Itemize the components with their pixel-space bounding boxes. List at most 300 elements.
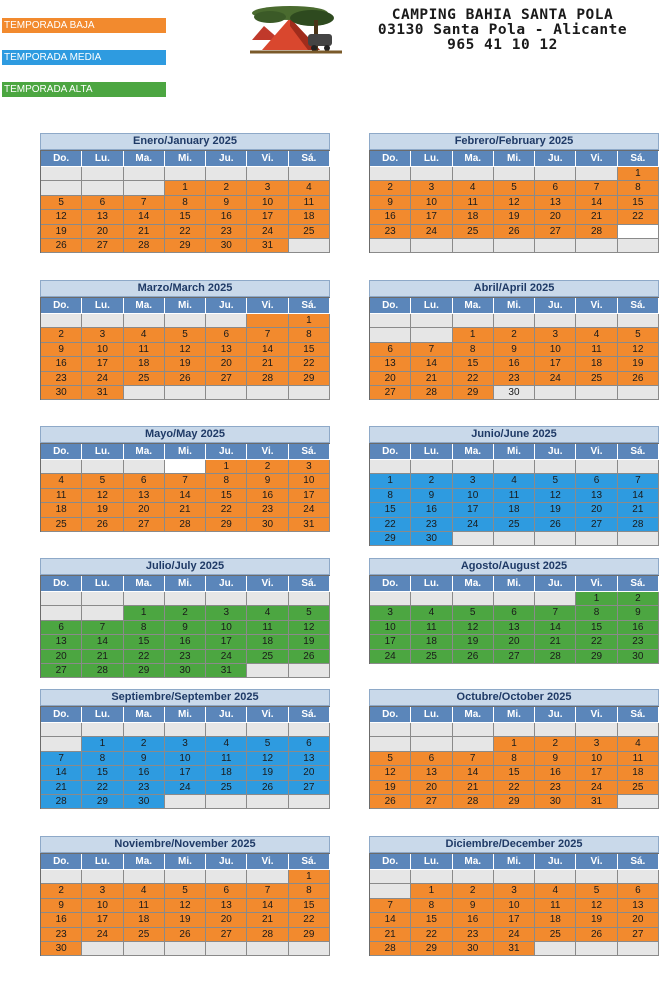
- day-cell: 26: [41, 239, 82, 253]
- day-cell: 2: [453, 884, 494, 898]
- day-cell: 22: [82, 781, 123, 795]
- day-cell: 24: [247, 225, 288, 239]
- day-cell: 22: [576, 635, 617, 649]
- day-cell: 11: [247, 621, 288, 635]
- day-cell: 13: [618, 899, 659, 913]
- day-cell: [618, 239, 659, 253]
- day-cell: [206, 314, 247, 328]
- day-cell: 4: [618, 737, 659, 751]
- day-cell: [618, 460, 659, 474]
- month-calendar: [40, 426, 330, 532]
- day-cell: 20: [535, 210, 576, 224]
- day-cell: [370, 167, 411, 181]
- day-cell: 7: [247, 328, 288, 342]
- day-cell: [82, 167, 123, 181]
- weekday-header: Ma.: [124, 576, 165, 592]
- day-cell: [535, 942, 576, 956]
- day-cell: 20: [289, 766, 330, 780]
- day-cell: 29: [370, 532, 411, 546]
- day-cell: 15: [411, 913, 452, 927]
- day-cell: 19: [618, 357, 659, 371]
- day-cell: [411, 737, 452, 751]
- day-cell: [535, 532, 576, 546]
- month-calendar: [40, 689, 330, 809]
- day-cell: 31: [289, 518, 330, 532]
- day-cell: [535, 870, 576, 884]
- day-cell: 17: [370, 635, 411, 649]
- day-cell: 23: [41, 928, 82, 942]
- day-cell: 5: [618, 328, 659, 342]
- weekday-header: Ma.: [124, 854, 165, 870]
- weekday-header: Ju.: [206, 298, 247, 314]
- weekday-header: Ju.: [535, 576, 576, 592]
- day-cell: [370, 592, 411, 606]
- weekday-header: Vi.: [576, 854, 617, 870]
- weekday-header: Do.: [370, 707, 411, 723]
- day-cell: 23: [535, 781, 576, 795]
- month-grid: [369, 575, 659, 664]
- day-cell: 10: [165, 752, 206, 766]
- month-calendar: [369, 426, 659, 546]
- day-cell: 16: [165, 635, 206, 649]
- day-cell: 2: [535, 737, 576, 751]
- day-cell: 13: [370, 357, 411, 371]
- day-cell: 23: [165, 650, 206, 664]
- weekday-header: Vi.: [576, 707, 617, 723]
- month-title: Febrero/February 2025: [369, 133, 659, 150]
- day-cell: 22: [453, 372, 494, 386]
- day-cell: 25: [206, 781, 247, 795]
- day-cell: 20: [576, 503, 617, 517]
- day-cell: 18: [206, 766, 247, 780]
- day-cell: 29: [576, 650, 617, 664]
- day-cell: 4: [289, 181, 330, 195]
- day-cell: [124, 870, 165, 884]
- day-cell: 7: [370, 899, 411, 913]
- day-cell: 9: [535, 752, 576, 766]
- day-cell: 12: [535, 489, 576, 503]
- day-cell: 30: [618, 650, 659, 664]
- weekday-header: Lu.: [82, 151, 123, 167]
- day-cell: 4: [535, 884, 576, 898]
- day-cell: [206, 167, 247, 181]
- day-cell: 1: [124, 606, 165, 620]
- day-cell: 23: [453, 928, 494, 942]
- day-cell: 25: [247, 650, 288, 664]
- day-cell: [494, 723, 535, 737]
- day-cell: 27: [576, 518, 617, 532]
- day-cell: [41, 181, 82, 195]
- day-cell: [289, 386, 330, 400]
- day-cell: 19: [453, 635, 494, 649]
- day-cell: [165, 870, 206, 884]
- day-cell: 9: [370, 196, 411, 210]
- camping-header: [250, 4, 660, 54]
- day-cell: 19: [165, 913, 206, 927]
- weekday-header: Ju.: [206, 151, 247, 167]
- day-cell: 8: [206, 474, 247, 488]
- day-cell: 1: [411, 884, 452, 898]
- weekday-header: Do.: [41, 151, 82, 167]
- day-cell: 13: [124, 489, 165, 503]
- day-cell: 6: [206, 884, 247, 898]
- day-cell: 16: [124, 766, 165, 780]
- day-cell: [411, 239, 452, 253]
- weekday-header: Mi.: [494, 707, 535, 723]
- day-cell: 2: [124, 737, 165, 751]
- day-cell: [576, 167, 617, 181]
- day-cell: 14: [247, 899, 288, 913]
- day-cell: 9: [453, 899, 494, 913]
- day-cell: 5: [247, 737, 288, 751]
- day-cell: 28: [411, 386, 452, 400]
- day-cell: 26: [165, 928, 206, 942]
- day-cell: 16: [247, 489, 288, 503]
- day-cell: 12: [289, 621, 330, 635]
- month-title: Mayo/May 2025: [40, 426, 330, 443]
- month-grid: [369, 150, 659, 253]
- day-cell: 5: [453, 606, 494, 620]
- day-cell: 14: [247, 343, 288, 357]
- day-cell: 8: [453, 343, 494, 357]
- day-cell: 6: [206, 328, 247, 342]
- month-title: Enero/January 2025: [40, 133, 330, 150]
- day-cell: 25: [453, 225, 494, 239]
- day-cell: [494, 592, 535, 606]
- day-cell: 2: [494, 328, 535, 342]
- day-cell: 19: [41, 225, 82, 239]
- day-cell: [618, 386, 659, 400]
- day-cell: 14: [618, 489, 659, 503]
- day-cell: 6: [82, 196, 123, 210]
- day-cell: [289, 664, 330, 678]
- day-cell: [206, 795, 247, 809]
- day-cell: 1: [494, 737, 535, 751]
- day-cell: 17: [411, 210, 452, 224]
- day-cell: 6: [618, 884, 659, 898]
- day-cell: 17: [535, 357, 576, 371]
- day-cell: 13: [41, 635, 82, 649]
- month-title: Septiembre/September 2025: [40, 689, 330, 706]
- day-cell: [535, 314, 576, 328]
- day-cell: 21: [576, 210, 617, 224]
- day-cell: 8: [370, 489, 411, 503]
- day-cell: 18: [124, 357, 165, 371]
- day-cell: 27: [82, 239, 123, 253]
- day-cell: 12: [576, 899, 617, 913]
- weekday-header: Sá.: [289, 444, 330, 460]
- day-cell: 3: [576, 737, 617, 751]
- day-cell: [576, 870, 617, 884]
- day-cell: 7: [453, 752, 494, 766]
- month-grid: [40, 443, 330, 532]
- month-title: Julio/July 2025: [40, 558, 330, 575]
- day-cell: 5: [494, 181, 535, 195]
- day-cell: 12: [370, 766, 411, 780]
- day-cell: [82, 181, 123, 195]
- day-cell: 6: [41, 621, 82, 635]
- day-cell: [411, 328, 452, 342]
- day-cell: [124, 386, 165, 400]
- day-cell: 4: [453, 181, 494, 195]
- day-cell: 25: [494, 518, 535, 532]
- day-cell: 8: [82, 752, 123, 766]
- day-cell: [41, 460, 82, 474]
- day-cell: 28: [247, 372, 288, 386]
- weekday-header: Ju.: [206, 854, 247, 870]
- weekday-header: Lu.: [82, 298, 123, 314]
- day-cell: 1: [165, 181, 206, 195]
- weekday-header: Do.: [370, 854, 411, 870]
- day-cell: 2: [618, 592, 659, 606]
- day-cell: 31: [206, 664, 247, 678]
- weekday-header: Mi.: [494, 151, 535, 167]
- day-cell: 30: [206, 239, 247, 253]
- day-cell: [494, 314, 535, 328]
- day-cell: [124, 460, 165, 474]
- weekday-header: Sá.: [618, 854, 659, 870]
- day-cell: 27: [370, 386, 411, 400]
- day-cell: 30: [494, 386, 535, 400]
- day-cell: 14: [576, 196, 617, 210]
- month-grid: [40, 297, 330, 400]
- day-cell: 26: [165, 372, 206, 386]
- day-cell: 2: [41, 328, 82, 342]
- day-cell: 16: [370, 210, 411, 224]
- day-cell: [247, 723, 288, 737]
- weekday-header: Vi.: [247, 444, 288, 460]
- month-title: Marzo/March 2025: [40, 280, 330, 297]
- day-cell: 3: [165, 737, 206, 751]
- day-cell: 14: [41, 766, 82, 780]
- weekday-header: Ju.: [206, 707, 247, 723]
- day-cell: [247, 795, 288, 809]
- day-cell: 13: [289, 752, 330, 766]
- weekday-header: Ju.: [535, 298, 576, 314]
- month-grid: [369, 853, 659, 956]
- day-cell: 16: [618, 621, 659, 635]
- weekday-header: Do.: [41, 444, 82, 460]
- day-cell: [453, 592, 494, 606]
- weekday-header: Lu.: [82, 444, 123, 460]
- day-cell: 3: [82, 328, 123, 342]
- weekday-header: Vi.: [247, 707, 288, 723]
- day-cell: 6: [576, 474, 617, 488]
- day-cell: 9: [41, 343, 82, 357]
- day-cell: 3: [494, 884, 535, 898]
- day-cell: [82, 460, 123, 474]
- day-cell: [124, 592, 165, 606]
- day-cell: 1: [453, 328, 494, 342]
- day-cell: 15: [206, 489, 247, 503]
- day-cell: [453, 314, 494, 328]
- day-cell: 16: [411, 503, 452, 517]
- day-cell: 21: [411, 372, 452, 386]
- weekday-header: Ma.: [453, 854, 494, 870]
- day-cell: 4: [41, 474, 82, 488]
- weekday-header: Ju.: [206, 444, 247, 460]
- day-cell: [576, 460, 617, 474]
- day-cell: [41, 723, 82, 737]
- day-cell: 3: [82, 884, 123, 898]
- day-cell: 23: [494, 372, 535, 386]
- weekday-header: Do.: [370, 444, 411, 460]
- day-cell: 25: [618, 781, 659, 795]
- day-cell: 20: [370, 372, 411, 386]
- day-cell: 15: [453, 357, 494, 371]
- month-calendar: [369, 689, 659, 809]
- day-cell: [206, 723, 247, 737]
- day-cell: 28: [453, 795, 494, 809]
- day-cell: 20: [82, 225, 123, 239]
- day-cell: 30: [41, 942, 82, 956]
- day-cell: 24: [82, 928, 123, 942]
- day-cell: 20: [206, 357, 247, 371]
- day-cell: 16: [535, 766, 576, 780]
- day-cell: 14: [411, 357, 452, 371]
- weekday-header: Mi.: [165, 576, 206, 592]
- weekday-header: Sá.: [289, 151, 330, 167]
- day-cell: 2: [165, 606, 206, 620]
- day-cell: [289, 795, 330, 809]
- day-cell: 7: [618, 474, 659, 488]
- day-cell: 24: [411, 225, 452, 239]
- day-cell: 29: [289, 928, 330, 942]
- day-cell: 26: [576, 928, 617, 942]
- weekday-header: Ju.: [535, 151, 576, 167]
- day-cell: [289, 723, 330, 737]
- day-cell: 20: [618, 913, 659, 927]
- day-cell: 15: [618, 196, 659, 210]
- day-cell: 8: [618, 181, 659, 195]
- day-cell: [535, 239, 576, 253]
- day-cell: 7: [41, 752, 82, 766]
- day-cell: [247, 592, 288, 606]
- weekday-header: Lu.: [82, 854, 123, 870]
- day-cell: [618, 870, 659, 884]
- day-cell: 7: [124, 196, 165, 210]
- day-cell: [165, 942, 206, 956]
- day-cell: [453, 737, 494, 751]
- day-cell: 2: [247, 460, 288, 474]
- day-cell: 27: [206, 928, 247, 942]
- day-cell: [41, 592, 82, 606]
- day-cell: 8: [124, 621, 165, 635]
- day-cell: 14: [453, 766, 494, 780]
- day-cell: 17: [453, 503, 494, 517]
- weekday-header: Sá.: [289, 707, 330, 723]
- day-cell: 9: [41, 899, 82, 913]
- weekday-header: Vi.: [247, 576, 288, 592]
- day-cell: 26: [618, 372, 659, 386]
- camping-address: 03130 Santa Pola - Alicante: [377, 22, 628, 38]
- day-cell: [576, 723, 617, 737]
- day-cell: 13: [535, 196, 576, 210]
- weekday-header: Vi.: [247, 298, 288, 314]
- weekday-header: Lu.: [411, 298, 452, 314]
- weekday-header: Vi.: [576, 151, 617, 167]
- day-cell: 24: [165, 781, 206, 795]
- month-grid: [369, 297, 659, 400]
- day-cell: 3: [370, 606, 411, 620]
- weekday-header: Mi.: [165, 444, 206, 460]
- month-calendar: [40, 133, 330, 253]
- day-cell: 5: [370, 752, 411, 766]
- day-cell: 22: [618, 210, 659, 224]
- day-cell: 21: [370, 928, 411, 942]
- day-cell: 21: [535, 635, 576, 649]
- month-calendar: [369, 558, 659, 664]
- day-cell: 5: [41, 196, 82, 210]
- weekday-header: Ju.: [535, 854, 576, 870]
- month-grid: [40, 575, 330, 678]
- day-cell: 29: [453, 386, 494, 400]
- day-cell: 4: [494, 474, 535, 488]
- day-cell: 18: [41, 503, 82, 517]
- weekday-header: Ju.: [535, 707, 576, 723]
- day-cell: 7: [165, 474, 206, 488]
- day-cell: 10: [289, 474, 330, 488]
- day-cell: 13: [494, 621, 535, 635]
- day-cell: 23: [247, 503, 288, 517]
- weekday-header: Do.: [41, 707, 82, 723]
- weekday-header: Ma.: [453, 707, 494, 723]
- day-cell: 4: [411, 606, 452, 620]
- day-cell: 27: [124, 518, 165, 532]
- weekday-header: Ma.: [124, 151, 165, 167]
- day-cell: [453, 239, 494, 253]
- day-cell: [411, 460, 452, 474]
- day-cell: [247, 664, 288, 678]
- month-grid: [40, 853, 330, 956]
- day-cell: [82, 314, 123, 328]
- day-cell: 27: [535, 225, 576, 239]
- day-cell: 15: [82, 766, 123, 780]
- day-cell: [618, 532, 659, 546]
- day-cell: [535, 167, 576, 181]
- day-cell: 3: [247, 181, 288, 195]
- day-cell: 13: [82, 210, 123, 224]
- day-cell: 20: [411, 781, 452, 795]
- day-cell: 18: [289, 210, 330, 224]
- day-cell: [124, 942, 165, 956]
- day-cell: 25: [576, 372, 617, 386]
- day-cell: 9: [411, 489, 452, 503]
- day-cell: 15: [165, 210, 206, 224]
- day-cell: 2: [41, 884, 82, 898]
- weekday-header: Do.: [41, 576, 82, 592]
- day-cell: [618, 314, 659, 328]
- day-cell: [165, 723, 206, 737]
- day-cell: 23: [206, 225, 247, 239]
- day-cell: 29: [206, 518, 247, 532]
- month-title: Octubre/October 2025: [369, 689, 659, 706]
- day-cell: 25: [41, 518, 82, 532]
- day-cell: 11: [411, 621, 452, 635]
- day-cell: [618, 795, 659, 809]
- day-cell: [494, 167, 535, 181]
- day-cell: [453, 460, 494, 474]
- day-cell: 30: [124, 795, 165, 809]
- day-cell: 3: [411, 181, 452, 195]
- day-cell: 4: [247, 606, 288, 620]
- weekday-header: Vi.: [247, 854, 288, 870]
- weekday-header: Ma.: [124, 707, 165, 723]
- day-cell: 17: [82, 357, 123, 371]
- day-cell: 6: [289, 737, 330, 751]
- day-cell: 18: [494, 503, 535, 517]
- day-cell: 5: [576, 884, 617, 898]
